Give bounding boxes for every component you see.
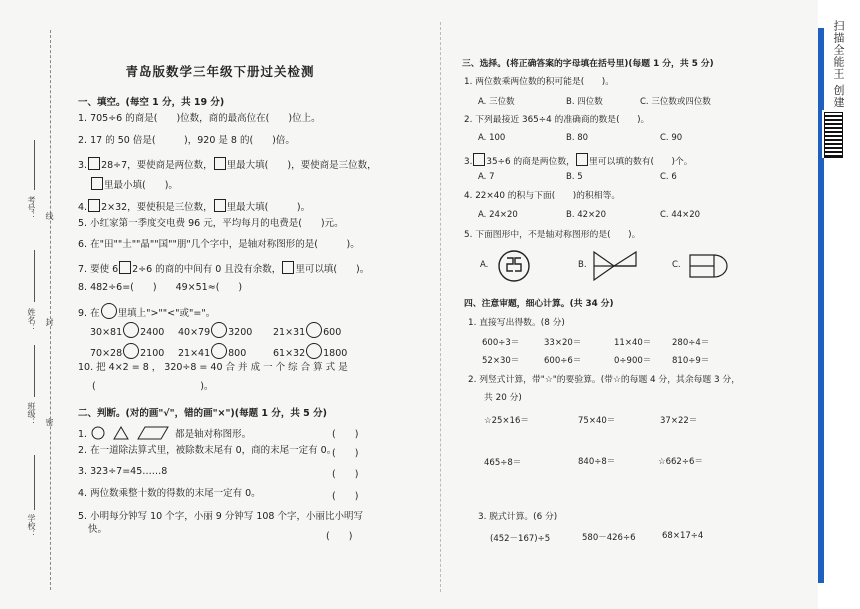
choice-q5-a: A. — [480, 260, 489, 270]
judge-q1 — [78, 426, 251, 441]
direct-calc-7: 0÷900＝ — [614, 356, 652, 366]
choice-q1-a: A. 三位数 — [478, 97, 515, 107]
direct-calc-8: 810÷9＝ — [672, 356, 710, 366]
column-divider — [440, 22, 441, 592]
fill-q2: 2. 17 的 50 倍是( )，920 是 8 的( )倍。 — [78, 135, 295, 146]
blank-box — [282, 261, 294, 274]
fill-q7 — [78, 261, 369, 276]
binding-sidebar — [0, 0, 70, 609]
blank-box — [119, 261, 131, 274]
vertical-calc-2: 75×40＝ — [578, 416, 616, 426]
compare-4: 70×28 2100 — [90, 343, 164, 360]
fill-q9 — [78, 303, 215, 320]
fill-q3-line2 — [90, 177, 178, 192]
seal-mark-secret: 密 — [45, 418, 54, 426]
direct-calc-1: 600÷3＝ — [482, 338, 520, 348]
fill-q6: 6. 在"田""土""晶""国""朋"几个字中，是轴对称图形的是( )。 — [78, 239, 360, 250]
compare-circle — [123, 322, 139, 338]
fill-q3-text1: 28÷7，要使商是两位数， — [101, 160, 213, 171]
choice-q5-b: B. — [578, 260, 587, 270]
vertical-calc-3: 37×22＝ — [660, 416, 698, 426]
blank-circle — [101, 303, 117, 319]
section-1-heading: 一、填空。(每空 1 分，共 19 分) — [78, 97, 225, 108]
judge-answer-2: ( ) — [332, 448, 359, 459]
fill-q3-line1 — [78, 157, 377, 172]
exam-number-line — [34, 140, 35, 190]
direct-calc-4: 280÷4＝ — [672, 338, 710, 348]
blank-box — [88, 157, 100, 170]
judge-q2: 2. 在一道除法算式里，被除数末尾有 0，商的末尾一定有 0。 — [78, 445, 337, 456]
choice-q3-c: C. 6 — [660, 172, 677, 182]
choice-q5: 5. 下面图形中，不是轴对称图形的是( )。 — [464, 230, 641, 240]
choice-q3-text2: 里可以填的数有( )个。 — [588, 157, 693, 167]
choice-q2: 2. 下列最接近 365÷4 的准确商的数是( )。 — [464, 115, 650, 125]
vertical-calc-4: 465÷8＝ — [484, 458, 522, 468]
judge-q1-number: 1. — [78, 429, 88, 440]
section-4-heading: 四、注意审题，细心计算。(共 34 分) — [464, 299, 614, 309]
watermark-text: 扫描全能王 创建 — [832, 20, 845, 109]
fill-q7-number: 7. 要使 6 — [78, 264, 119, 275]
compare-1: 30×81 2400 — [90, 322, 164, 339]
judge-q3: 3. 323÷7=45……8 — [78, 466, 168, 477]
choice-q3-a: A. 7 — [478, 172, 495, 182]
vertical-calc-5: 840÷8＝ — [578, 457, 616, 467]
compare-circle — [306, 322, 322, 338]
choice-q3-text1: 35÷6 的商是两位数， — [486, 157, 575, 167]
school-label: 学校： — [27, 514, 36, 538]
half-circle-rect-figure-icon — [688, 251, 730, 281]
judge-q1-text: 都是轴对称图形。 — [175, 429, 252, 440]
judge-q5-line1: 5. 小明每分钟写 10 个字，小丽 9 分钟写 108 个字，小丽比小明写 — [78, 511, 363, 522]
fill-q10-line1: 10. 把 4×2 = 8 ， 320÷8 = 40 合 并 成 一 个 综 合 算 式 是 — [78, 362, 348, 373]
class-line — [34, 345, 35, 397]
fill-q4-text2: 里最大填( )。 — [226, 202, 311, 213]
page-title: 青岛版数学三年级下册过关检测 — [125, 64, 315, 79]
compare-circle — [211, 343, 227, 359]
direct-calc-3: 11×40＝ — [614, 338, 652, 348]
fill-q3-text3: 里最小填( )。 — [104, 180, 178, 191]
fill-q10-line2: ( )。 — [92, 381, 214, 392]
fill-q5: 5. 小红家第一季度交电费 96 元，平均每月的电费是( )元。 — [78, 218, 344, 229]
vertical-calc-6: ☆662÷6＝ — [658, 457, 703, 467]
fill-q9-number: 9. 在 — [78, 308, 100, 319]
blank-box — [214, 157, 226, 170]
stepwise-calc-1: (452－167)÷5 — [490, 534, 551, 544]
exam-number-label: 考号： — [27, 196, 36, 220]
name-label: 姓名： — [27, 308, 36, 332]
fill-q7-text2: 里可以填( )。 — [295, 264, 370, 275]
fill-q7-text1: 2÷6 的商的中间有 0 且没有余数， — [132, 264, 282, 275]
judge-q5-line2: 快。 — [88, 524, 108, 535]
choice-q3-number: 3. — [464, 157, 473, 167]
stepwise-calc-2: 580－426÷6 — [582, 533, 636, 543]
fill-q3-number: 3. — [78, 160, 88, 171]
blank-box — [88, 199, 100, 212]
compare-circle — [306, 343, 322, 359]
stepwise-calc-3: 68×17÷4 — [662, 531, 704, 541]
choice-q2-b: B. 80 — [566, 133, 589, 143]
compare-6: 61×32 1800 — [273, 343, 347, 360]
calc-part3-heading: 3. 脱式计算。(6 分) — [478, 512, 558, 522]
choice-q3 — [464, 153, 693, 168]
choice-q2-c: C. 90 — [660, 133, 683, 143]
judge-answer-5: ( ) — [326, 531, 353, 542]
blank-box — [214, 199, 226, 212]
choice-q1-c: C. 三位数或四位数 — [640, 97, 711, 107]
calc-part1-heading: 1. 直接写出得数。(8 分) — [468, 318, 565, 328]
class-label: 班级： — [27, 402, 36, 426]
judge-q4: 4. 两位数乘整十数的得数的末尾一定有 0。 — [78, 488, 261, 499]
blank-box — [473, 153, 485, 166]
seal-mark-seal: 封 — [45, 318, 54, 326]
choice-q4-b: B. 42×20 — [566, 210, 606, 220]
calc-part2-heading-line2: 共 20 分) — [484, 393, 522, 403]
choice-q4: 4. 22×40 的积与下面( )的积相等。 — [464, 191, 621, 201]
compare-circle — [123, 343, 139, 359]
section-2-heading: 二、判断。(对的画"√"，错的画"×")(每题 1 分，共 5 分) — [78, 408, 327, 419]
shapes-icon — [90, 426, 172, 440]
choice-q4-a: A. 24×20 — [478, 210, 518, 220]
judge-answer-4: ( ) — [332, 491, 359, 502]
qr-code-icon — [824, 112, 843, 158]
choice-q3-b: B. 5 — [566, 172, 583, 182]
compare-2: 40×79 3200 — [178, 322, 252, 339]
choice-q5-c: C. — [672, 260, 681, 270]
fill-q8: 8. 482÷6=( ) 49×51≈( ) — [78, 282, 243, 293]
choice-q4-c: C. 44×20 — [660, 210, 701, 220]
seal-mark-line: 线 — [45, 212, 54, 220]
bowtie-figure-icon — [592, 249, 638, 283]
direct-calc-5: 52×30＝ — [482, 356, 520, 366]
blank-box — [91, 177, 103, 190]
school-line — [34, 455, 35, 510]
name-line — [34, 250, 35, 302]
judge-answer-3: ( ) — [332, 469, 359, 480]
compare-circle — [211, 322, 227, 338]
fill-q4-text1: 2×32，要使积是三位数， — [101, 202, 213, 213]
choice-q1: 1. 两位数乘两位数的积可能是( )。 — [464, 77, 615, 87]
vertical-calc-1: ☆25×16＝ — [484, 416, 529, 426]
fill-q1: 1. 705÷6 的商是( )位数，商的最高位在( )位上。 — [78, 113, 321, 124]
direct-calc-6: 600÷6＝ — [544, 356, 582, 366]
compare-3: 21×31 600 — [273, 322, 341, 339]
compare-5: 21×41 800 — [178, 343, 246, 360]
section-3-heading: 三、选择。(将正确答案的字母填在括号里)(每题 1 分，共 5 分) — [462, 59, 714, 69]
fill-q4-number: 4. — [78, 202, 88, 213]
spiral-figure-icon — [496, 249, 532, 283]
fill-q9-text: 里填上">""<"或"="。 — [117, 308, 216, 319]
fill-q4 — [78, 199, 310, 214]
direct-calc-2: 33×20＝ — [544, 338, 582, 348]
choice-q1-b: B. 四位数 — [566, 97, 603, 107]
fill-q3-text2: 里最大填( )，要使商是三位数， — [226, 160, 377, 171]
blank-box — [576, 153, 588, 166]
calc-part2-heading-line1: 2. 列竖式计算，带"☆"的要验算。(带☆的每题 4 分，其余每题 3 分， — [468, 375, 740, 385]
choice-q2-a: A. 100 — [478, 133, 506, 143]
seal-line — [50, 30, 51, 590]
judge-answer-1: ( ) — [332, 429, 359, 440]
